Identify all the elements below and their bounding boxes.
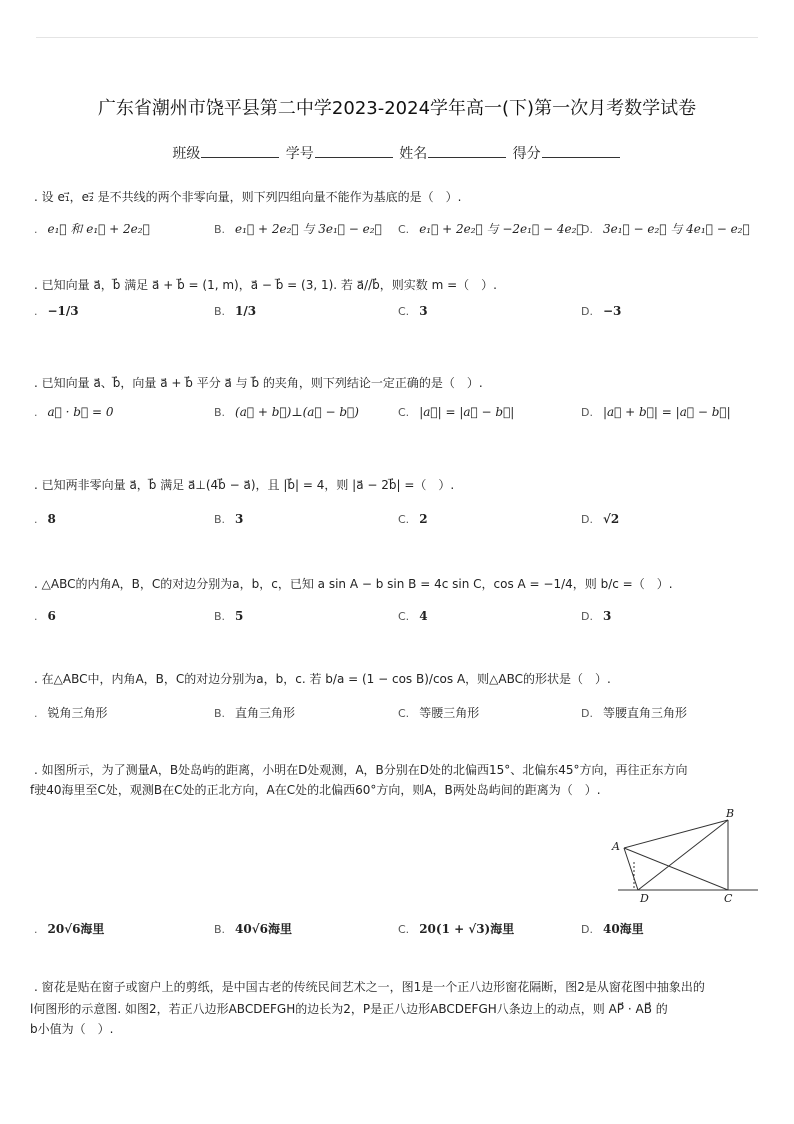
question-5-stem: . △ABC的内角A，B，C的对边分别为a，b，c，已知 a sin A − b sin B = 4c sin C，cos A = −1/4，则 b/c =（ ）. bbox=[34, 577, 673, 591]
question-8-stem-line-1: . 窗花是贴在窗子或窗户上的剪纸，是中国古老的传统民间艺术之一，图1是一个正八边形窗花隔断，图2是从窗花图中抽象出的 bbox=[34, 980, 705, 994]
figure-label-c: C bbox=[724, 892, 733, 905]
question-2-option-c[interactable]: C. 3 bbox=[398, 304, 428, 318]
question-6-stem: . 在△ABC中，内角A，B，C的对边分别为a，b，c. 若 b/a = (1 − cos B)/cos A，则△ABC的形状是（ ）. bbox=[34, 672, 611, 686]
question-5-option-d[interactable]: D. 3 bbox=[581, 609, 612, 623]
figure-label-b: B bbox=[726, 807, 735, 820]
question-7-stem-line-1: . 如图所示，为了测量A，B处岛屿的距离，小明在D处观测，A，B分别在D处的北偏西15°、北偏东45°方向，再往正东方向 bbox=[34, 763, 688, 777]
ad-line bbox=[624, 848, 638, 890]
question-6-option-a[interactable]: . 锐角三角形 bbox=[34, 706, 108, 720]
question-7-figure bbox=[600, 806, 760, 906]
ac-line bbox=[624, 848, 728, 890]
id-label: 学号 bbox=[285, 146, 314, 162]
db-line bbox=[638, 820, 728, 890]
question-7-option-d[interactable]: D. 40海里 bbox=[581, 922, 644, 936]
name-blank[interactable] bbox=[428, 145, 506, 158]
question-6-option-d[interactable]: D. 等腰直角三角形 bbox=[581, 706, 687, 720]
header-rule bbox=[36, 37, 758, 38]
question-5-option-a[interactable]: . 6 bbox=[34, 609, 56, 623]
question-1-stem: . 设 e₁⃗，e₂⃗ 是不共线的两个非零向量，则下列四组向量不能作为基底的是（ ）. bbox=[34, 190, 462, 204]
question-5-option-b[interactable]: B. 5 bbox=[214, 609, 244, 623]
question-1-option-d[interactable]: D. 3e₁⃗ − e₂⃗ 与 4e₁⃗ − e₂⃗ bbox=[581, 222, 750, 236]
question-3-option-d[interactable]: D. |a⃗ + b⃗| = |a⃗ − b⃗| bbox=[581, 405, 731, 419]
question-2-option-b[interactable]: B. 1/3 bbox=[214, 304, 257, 318]
question-7-option-a[interactable]: . 20√6海里 bbox=[34, 922, 105, 936]
question-7-option-c[interactable]: C. 20(1 + √3)海里 bbox=[398, 922, 515, 936]
question-5-option-c[interactable]: C. 4 bbox=[398, 609, 428, 623]
question-6-option-b[interactable]: B. 直角三角形 bbox=[214, 706, 296, 720]
question-7-option-b[interactable]: B. 40√6海里 bbox=[214, 922, 292, 936]
question-1-option-c[interactable]: C. e₁⃗ + 2e₂⃗ 与 −2e₁⃗ − 4e₂⃗ bbox=[398, 222, 584, 236]
class-blank[interactable] bbox=[201, 145, 279, 158]
question-1-option-b[interactable]: B. e₁⃗ + 2e₂⃗ 与 3e₁⃗ − e₂⃗ bbox=[214, 222, 382, 236]
question-2-option-d[interactable]: D. −3 bbox=[581, 304, 622, 318]
question-4-option-b[interactable]: B. 3 bbox=[214, 512, 244, 526]
question-3-option-c[interactable]: C. |a⃗| = |a⃗ − b⃗| bbox=[398, 405, 515, 419]
question-7-stem-line-2: f驶40海里至C处，观测B在C处的正北方向，A在C处的北偏西60°方向，则A，B两处岛屿间的距离为（ ）. bbox=[30, 783, 601, 797]
id-blank[interactable] bbox=[315, 145, 393, 158]
question-2-stem: . 已知向量 a⃗，b⃗ 满足 a⃗ + b⃗ = (1, m)，a⃗ − b⃗ = (3, 1). 若 a⃗//b⃗，则实数 m =（ ）. bbox=[34, 278, 497, 292]
question-4-stem: . 已知两非零向量 a⃗，b⃗ 满足 a⃗⊥(4b⃗ − a⃗)，且 |b⃗| = 4，则 |a⃗ − 2b⃗| =（ ）. bbox=[34, 478, 455, 492]
class-label: 班级 bbox=[172, 146, 201, 162]
score-label: 得分 bbox=[512, 146, 541, 162]
question-2-option-a[interactable]: . −1/3 bbox=[34, 304, 79, 318]
question-3-option-b[interactable]: B. (a⃗ + b⃗)⊥(a⃗ − b⃗) bbox=[214, 405, 359, 419]
student-info-line bbox=[0, 143, 794, 163]
question-4-option-d[interactable]: D. √2 bbox=[581, 512, 620, 526]
question-8-stem-line-2: l何图形的示意图. 如图2，若正八边形ABCDEFGH的边长为2，P是正八边形ABCDEFGH八条边上的动点，则 AP⃗ · AB⃗ 的 bbox=[30, 1002, 668, 1016]
question-3-stem: . 已知向量 a⃗、b⃗，向量 a⃗ + b⃗ 平分 a⃗ 与 b⃗ 的夹角，则下列结论一定正确的是（ ）. bbox=[34, 376, 483, 390]
figure-label-a: A bbox=[612, 840, 620, 853]
ab-line bbox=[624, 820, 728, 848]
figure-label-d: D bbox=[640, 892, 649, 905]
name-label: 姓名 bbox=[399, 146, 428, 162]
question-4-option-c[interactable]: C. 2 bbox=[398, 512, 428, 526]
question-3-option-a[interactable]: . a⃗ · b⃗ = 0 bbox=[34, 405, 114, 419]
question-6-option-c[interactable]: C. 等腰三角形 bbox=[398, 706, 480, 720]
question-4-option-a[interactable]: . 8 bbox=[34, 512, 56, 526]
page-title: 广东省潮州市饶平县第二中学2023-2024学年高一(下)第一次月考数学试卷 bbox=[97, 98, 697, 119]
score-blank[interactable] bbox=[542, 145, 620, 158]
question-8-stem-line-3: b小值为（ ）. bbox=[30, 1022, 114, 1036]
question-1-option-a[interactable]: . e₁⃗ 和 e₁⃗ + 2e₂⃗ bbox=[34, 222, 150, 236]
